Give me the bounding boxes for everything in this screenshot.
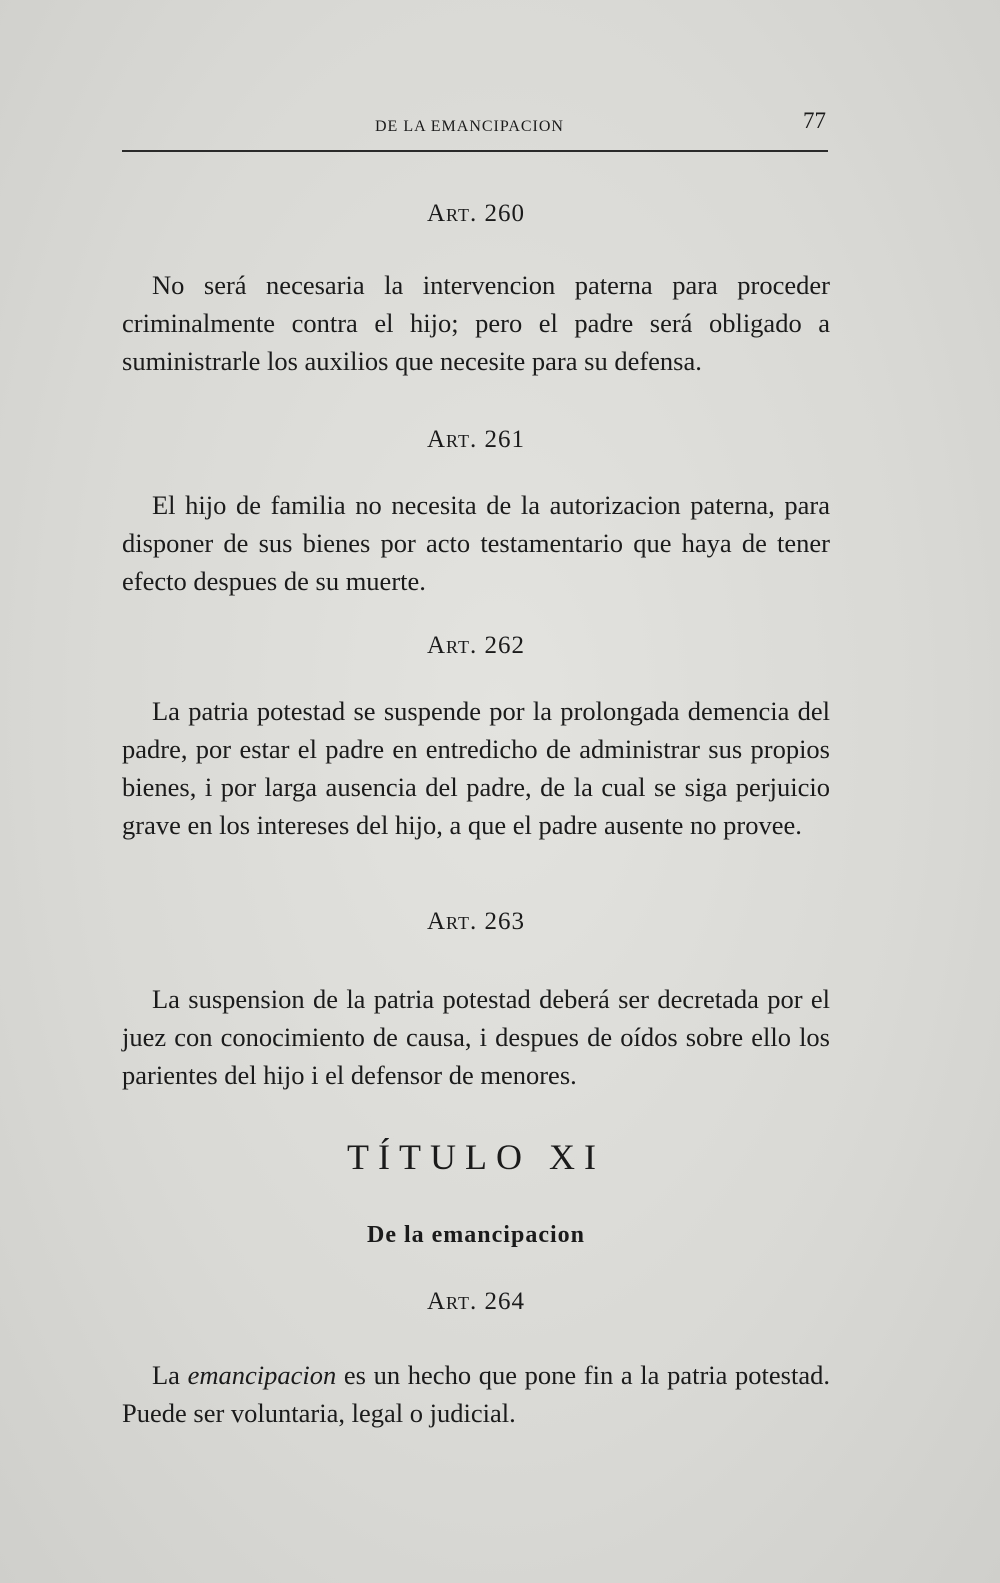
article-text-262: La patria potestad se suspende por la prolongada demencia del padre, por estar el padre en entredicho de administrar sus propios bienes, i por larga ausencia del padre, de la cual se siga perjuicio grave en los intereses del hijo, a que el padre ausente no provee.: [122, 696, 830, 840]
article-heading-260: [122, 200, 830, 228]
running-header: [122, 108, 828, 148]
article-text-261: El hijo de familia no necesita de la autorizacion paterna, para disponer de sus bienes por acto testamentario que haya de tener efecto despues de su muerte.: [122, 490, 830, 596]
article-number: 262: [484, 632, 525, 659]
article-number: 264: [484, 1288, 525, 1315]
emphasized-term: emancipacion: [187, 1360, 337, 1390]
title-subtitle: De la emancipacion: [367, 1222, 585, 1248]
article-prefix: Art.: [427, 426, 478, 453]
header-rule: [122, 150, 828, 152]
article-text-263: La suspension de la patria potestad deberá ser decretada por el juez con conocimiento de causa, i despues de oídos sobre ello los parientes del hijo i el defensor de menores.: [122, 984, 830, 1090]
article-heading-263: [122, 908, 830, 936]
text-before: La: [152, 1360, 188, 1390]
article-text-260: No será necesaria la intervencion paterna para proceder criminalmente contra el hijo; pero el padre será obligado a suministrarle los auxilios que necesite para su defensa.: [122, 270, 830, 376]
article-number: 261: [484, 426, 525, 453]
article-number: 263: [484, 908, 525, 935]
text-after: es un hecho que pone fin a la patria potestad. Puede ser voluntaria, legal o judicial.: [122, 1360, 830, 1428]
article-prefix: Art.: [427, 200, 478, 227]
article-prefix: Art.: [427, 632, 478, 659]
article-prefix: Art.: [427, 1288, 478, 1315]
page-number: 77: [803, 108, 826, 133]
article-heading-264: [122, 1288, 830, 1316]
title-heading: TÍTULO XI: [347, 1137, 605, 1177]
article-heading-261: [122, 426, 830, 454]
running-title: DE LA EMANCIPACION: [375, 118, 564, 135]
article-prefix: Art.: [427, 908, 478, 935]
article-heading-262: [122, 632, 830, 660]
article-text-264: [122, 1356, 830, 1432]
article-number: 260: [484, 200, 525, 227]
